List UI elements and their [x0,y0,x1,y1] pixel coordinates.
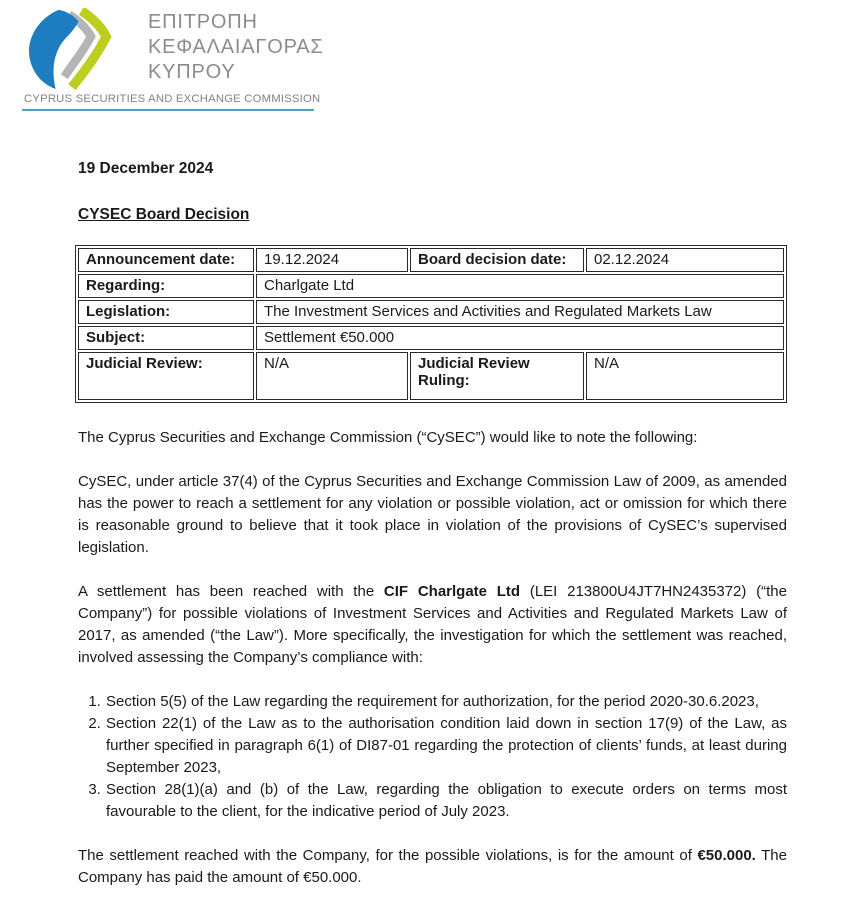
judicial-review-ruling-label: Judicial Review Ruling: [410,352,584,400]
logo-english-caption: CYPRUS SECURITIES AND EXCHANGE COMMISSION [22,93,314,111]
paragraph-settlement-amount-pre: The settlement reached with the Company, for the possible violations, is for the amount of [78,847,698,864]
judicial-review-value: N/A [256,352,408,400]
table-row-regarding [78,274,784,298]
company-name-bold: CIF Charlgate Ltd [383,583,521,600]
list-item: 2. Section 22(1) of the Law as to the authorisation condition laid down in section 17(9) of the Law, as further specified in paragraph 6(1) of DI87-01 regarding the protection of clients’ funds, at least during September 2023, [105,713,787,779]
announcement-date-value: 19.12.2024 [256,248,408,272]
table-row-dates [78,248,784,272]
logo-greek-line-1: ΕΠΙΤΡΟΠΗ [148,11,258,33]
list-item: 3. Section 28(1)(a) and (b) of the Law, regarding the obligation to execute orders on terms most favourable to the client, for the indicative period of July 2023. [105,779,787,823]
document-content [78,160,787,889]
board-decision-table [75,245,787,403]
legislation-label: Legislation: [78,300,254,324]
list-item: 1. Section 5(5) of the Law regarding the requirement for authorization, for the period 2020-30.6.2023, [105,691,787,713]
legislation-value: The Investment Services and Activities and Regulated Markets Law [256,300,784,324]
paragraph-settlement-power: CySEC, under article 37(4) of the Cyprus Securities and Exchange Commission Law of 2009, as amended has the power to reach a settlement for any violation or possible violation, act or omission for which there is reasonable ground to believe that it took place in violation of the provisions of CySEC’s supervised legislation. [78,473,787,556]
paragraph-settlement-reached-post: (LEI 213800U4JT7HN2435372) (“the Company”) for possible violations of Investment Services and Activities and Regulated Markets Law of 2017, as amended (“the Law”). More specifically, the investigation for which the settlement was reached, involved assessing the Company’s compliance with: [78,583,787,666]
cysec-logo-mark-icon [24,8,116,90]
regarding-label: Regarding: [78,274,254,298]
logo-greek-line-3: ΚΥΠΡΟΥ [148,61,236,83]
violations-list [78,691,787,823]
paragraph-intro: The Cyprus Securities and Exchange Commission (“CySEC”) would like to note the following: [78,429,698,446]
regarding-value: Charlgate Ltd [256,274,784,298]
paragraph-settlement-reached-pre: A settlement has been reached with the [78,583,384,600]
table-row-subject [78,326,784,350]
document-date: 19 December 2024 [78,160,214,177]
paragraph-settlement-amount [78,845,787,889]
board-decision-date-value: 02.12.2024 [586,248,784,272]
logo-greek-text [148,10,324,85]
table-row-legislation [78,300,784,324]
table-row-judicial-review [78,352,784,400]
judicial-review-label: Judicial Review: [78,352,254,400]
paragraph-settlement-amount-post: The Company has paid the amount of €50.000. [78,847,787,886]
judicial-review-ruling-value: N/A [586,352,784,400]
announcement-date-label: Announcement date: [78,248,254,272]
page-title: CYSEC Board Decision [78,206,250,223]
cysec-logo [22,8,324,111]
logo-greek-line-2: ΚΕΦΑΛΑΙΑΓΟΡΑΣ [148,36,324,58]
paragraph-settlement-reached [78,581,787,669]
subject-label: Subject: [78,326,254,350]
subject-value: Settlement €50.000 [256,326,784,350]
document-body [78,427,787,889]
cysec-logo-top [22,8,324,90]
board-decision-date-label: Board decision date: [410,248,584,272]
settlement-amount-bold: €50.000. [697,847,756,864]
